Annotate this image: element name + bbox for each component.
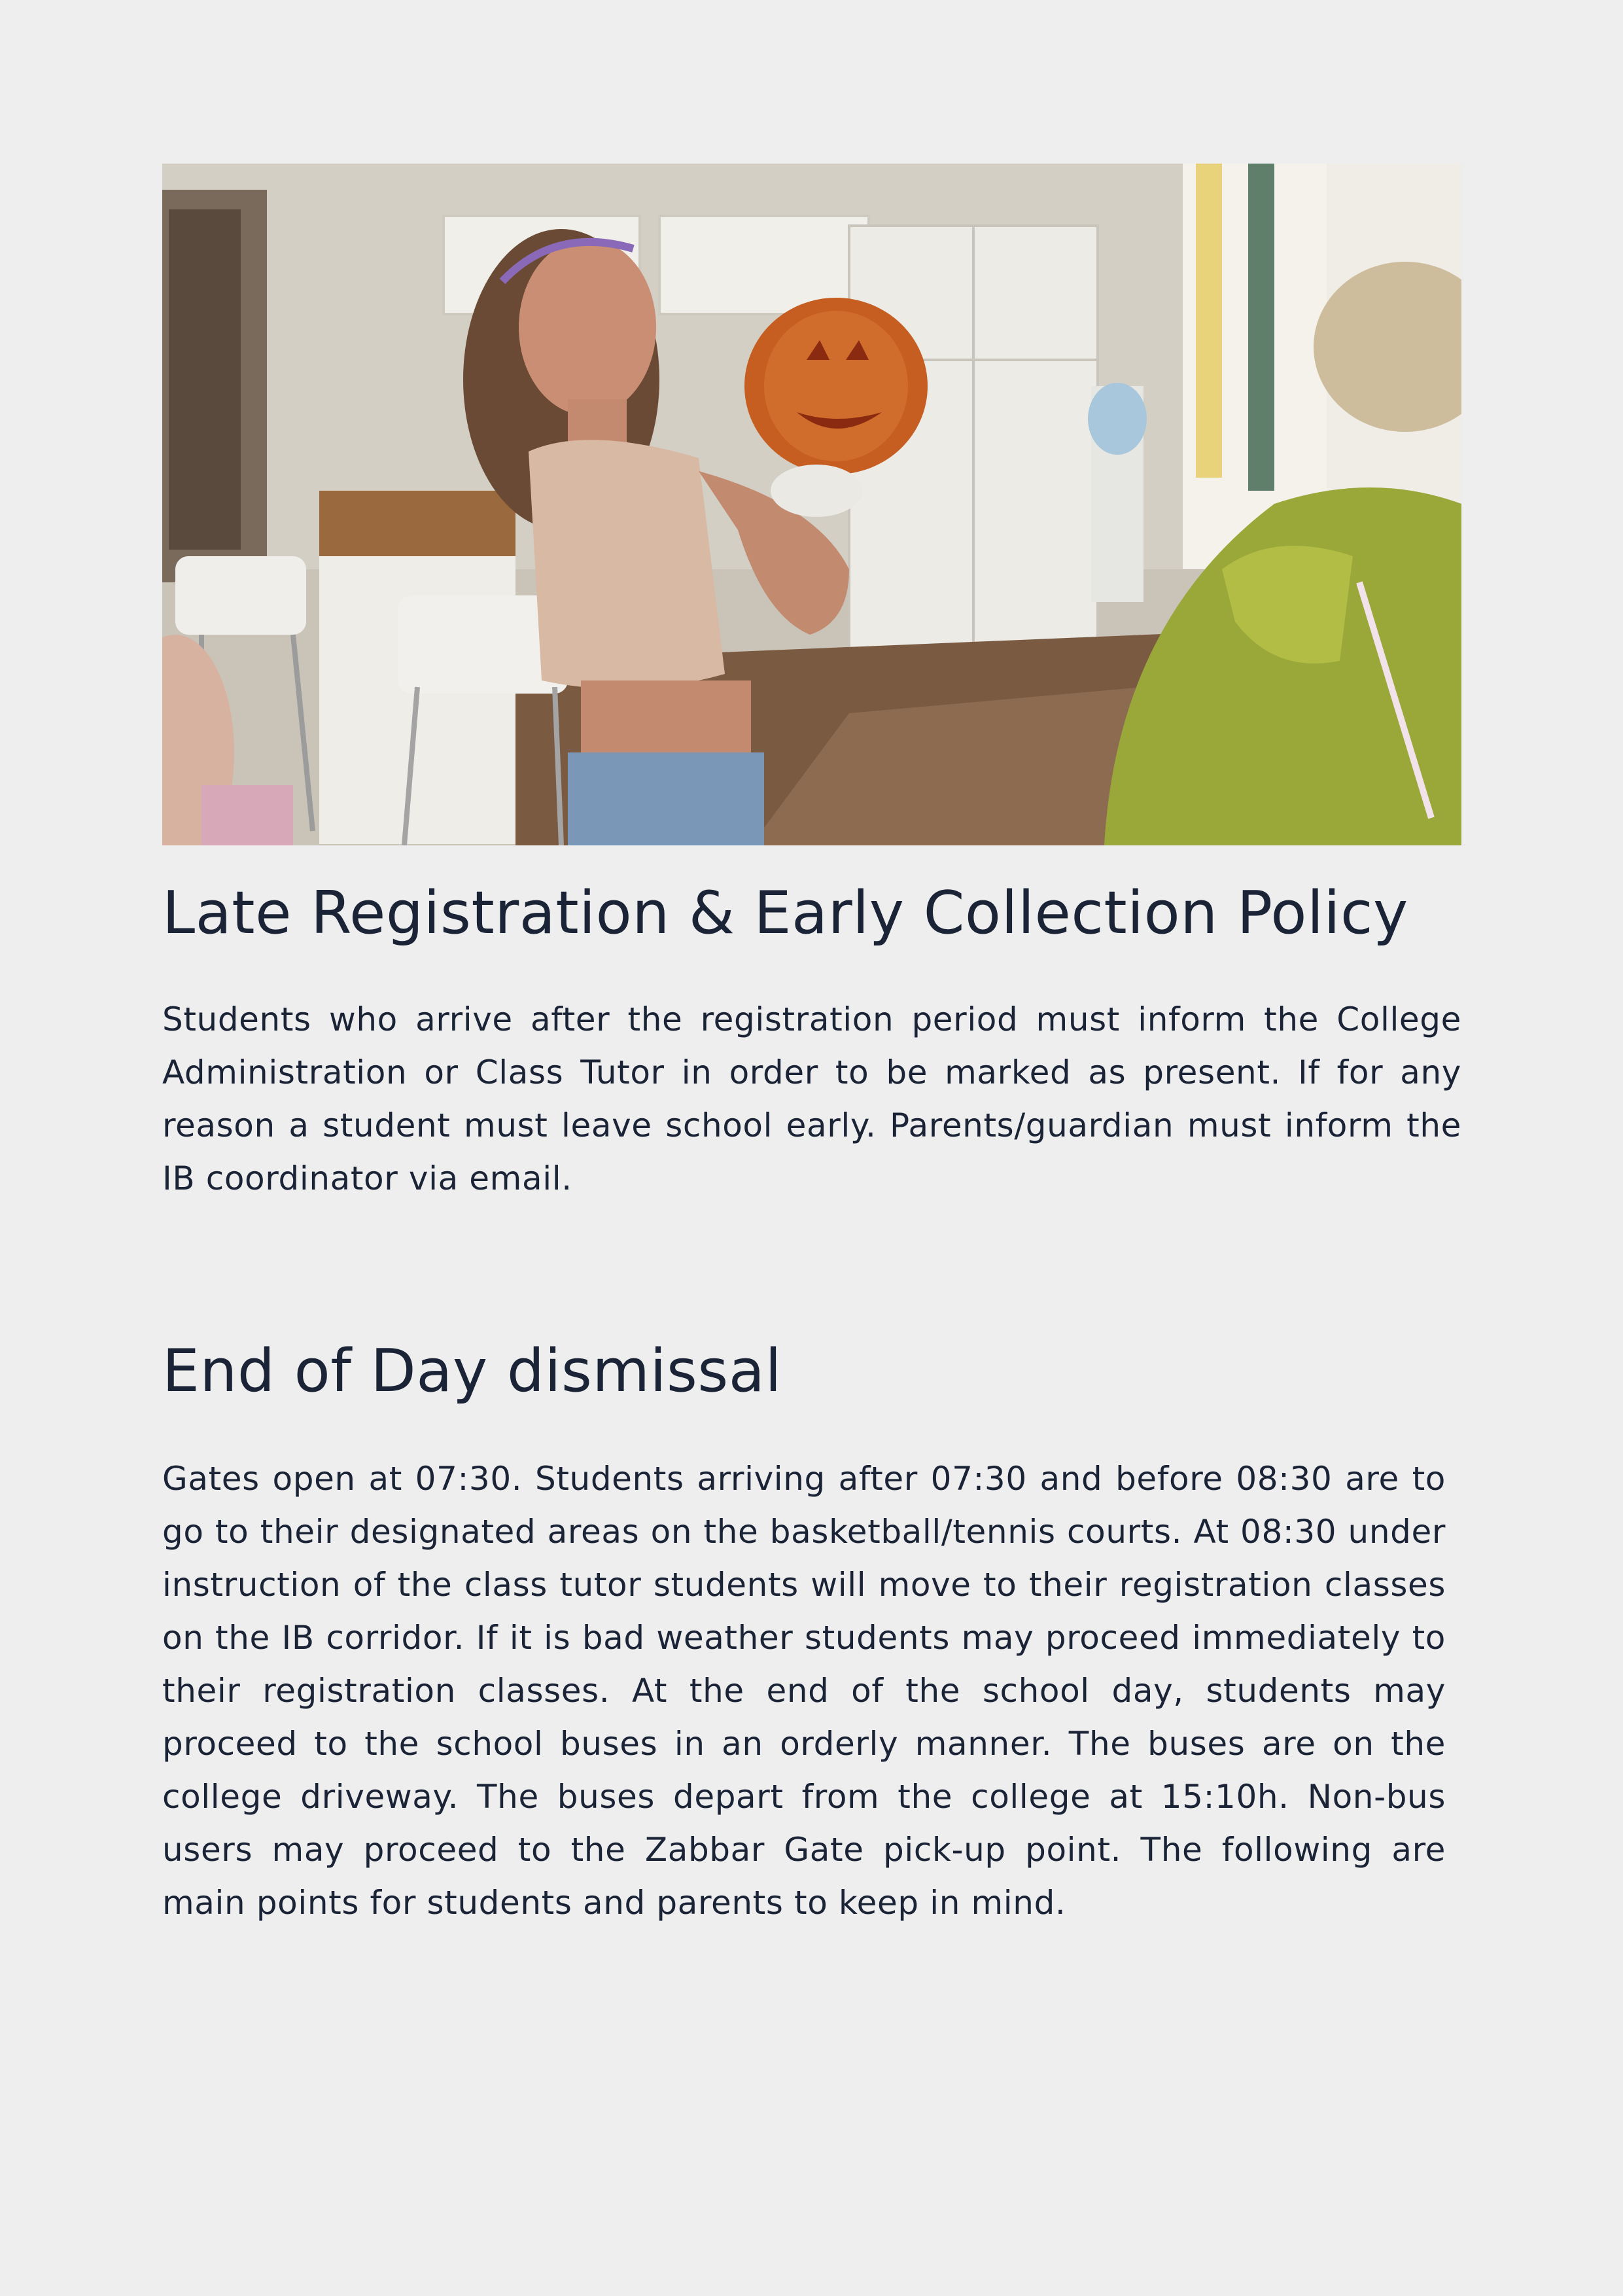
photo-illustration xyxy=(162,164,1461,845)
document-page xyxy=(162,164,1461,1930)
end-of-day-dismissal-paragraph: Gates open at 07:30. Students arriving after 07:30 and before 08:30 are to go to their designated areas on the basketball/tennis courts. At 08:30 under instruction of the class tutor students will move to their registration classes on the IB corridor. If it is bad weather students may proceed immediately to their registration classes. At the end of the school day, students may proceed to the school buses in an orderly manner. The buses are on the college driveway. The buses depart from the college at 15:10h. Non-bus users may proceed to the Zabbar Gate pick-up point. The following are main points for students and parents to keep in mind. xyxy=(162,1460,1446,1922)
late-registration-heading: Late Registration & Early Collection Policy xyxy=(162,879,1408,947)
late-registration-paragraph: Students who arrive after the registration period must inform the College Administration or Class Tutor in order to be marked as present. If for any reason a student must leave school early. Parents/guardian must inform the IB coordinator via email. xyxy=(162,1000,1461,1197)
end-of-day-dismissal-heading: End of Day dismissal xyxy=(162,1337,782,1405)
halloween-pumpkin-photo xyxy=(162,164,1461,845)
